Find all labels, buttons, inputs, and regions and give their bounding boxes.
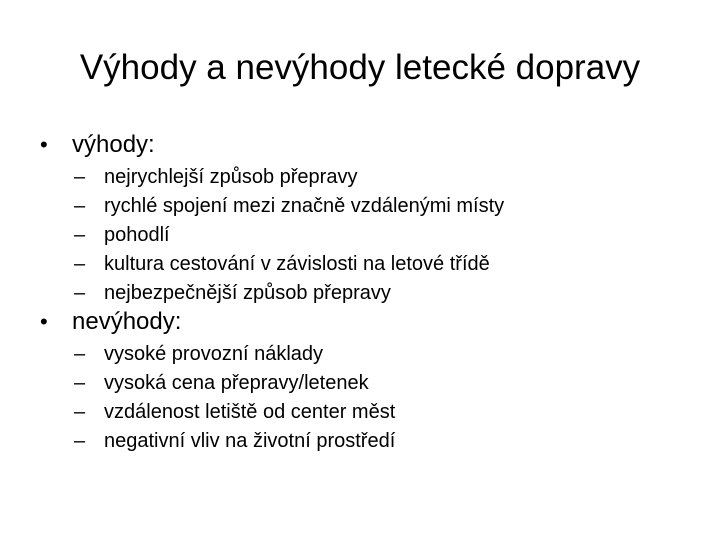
list-item-text: negativní vliv na životní prostředí [104,430,396,452]
list-item [74,222,700,251]
dash-icon: – [74,343,86,365]
list-item-text: vysoká cena přepravy/letenek [104,372,369,394]
bullet-icon: • [40,132,48,157]
list-item [74,399,700,428]
list-item [74,164,700,193]
section-heading-row [40,307,700,341]
dash-icon: – [74,166,86,188]
dash-icon: – [74,224,86,246]
list-item [74,428,700,457]
section-heading: nevýhody: [72,308,182,335]
list-item-text: kultura cestování v závislosti na letové třídě [104,253,490,275]
list-item-text: nejrychlejší způsob přepravy [104,166,358,188]
dash-icon: – [74,253,86,275]
dash-icon: – [74,195,86,217]
list-item-text: vzdálenost letiště od center měst [104,401,396,423]
advantages-list [74,164,700,309]
slide-title: Výhody a nevýhody letecké dopravy [79,48,641,87]
list-item-text: vysoké provozní náklady [104,343,324,365]
section-heading-row [40,130,700,164]
list-item-text: rychlé spojení mezi značně vzdálenými místy [104,195,505,217]
list-item-text: pohodlí [104,224,170,246]
list-item-text: nejbezpečnější způsob přepravy [104,282,391,304]
list-item [74,251,700,280]
disadvantages-list [74,341,700,457]
dash-icon: – [74,430,86,452]
section-disadvantages [40,307,700,457]
list-item [74,193,700,222]
dash-icon: – [74,282,86,304]
section-advantages [40,130,700,309]
list-item [74,341,700,370]
dash-icon: – [74,372,86,394]
list-item [74,280,700,309]
section-heading: výhody: [72,131,155,158]
list-item [74,370,700,399]
dash-icon: – [74,401,86,423]
bullet-icon: • [40,309,48,334]
